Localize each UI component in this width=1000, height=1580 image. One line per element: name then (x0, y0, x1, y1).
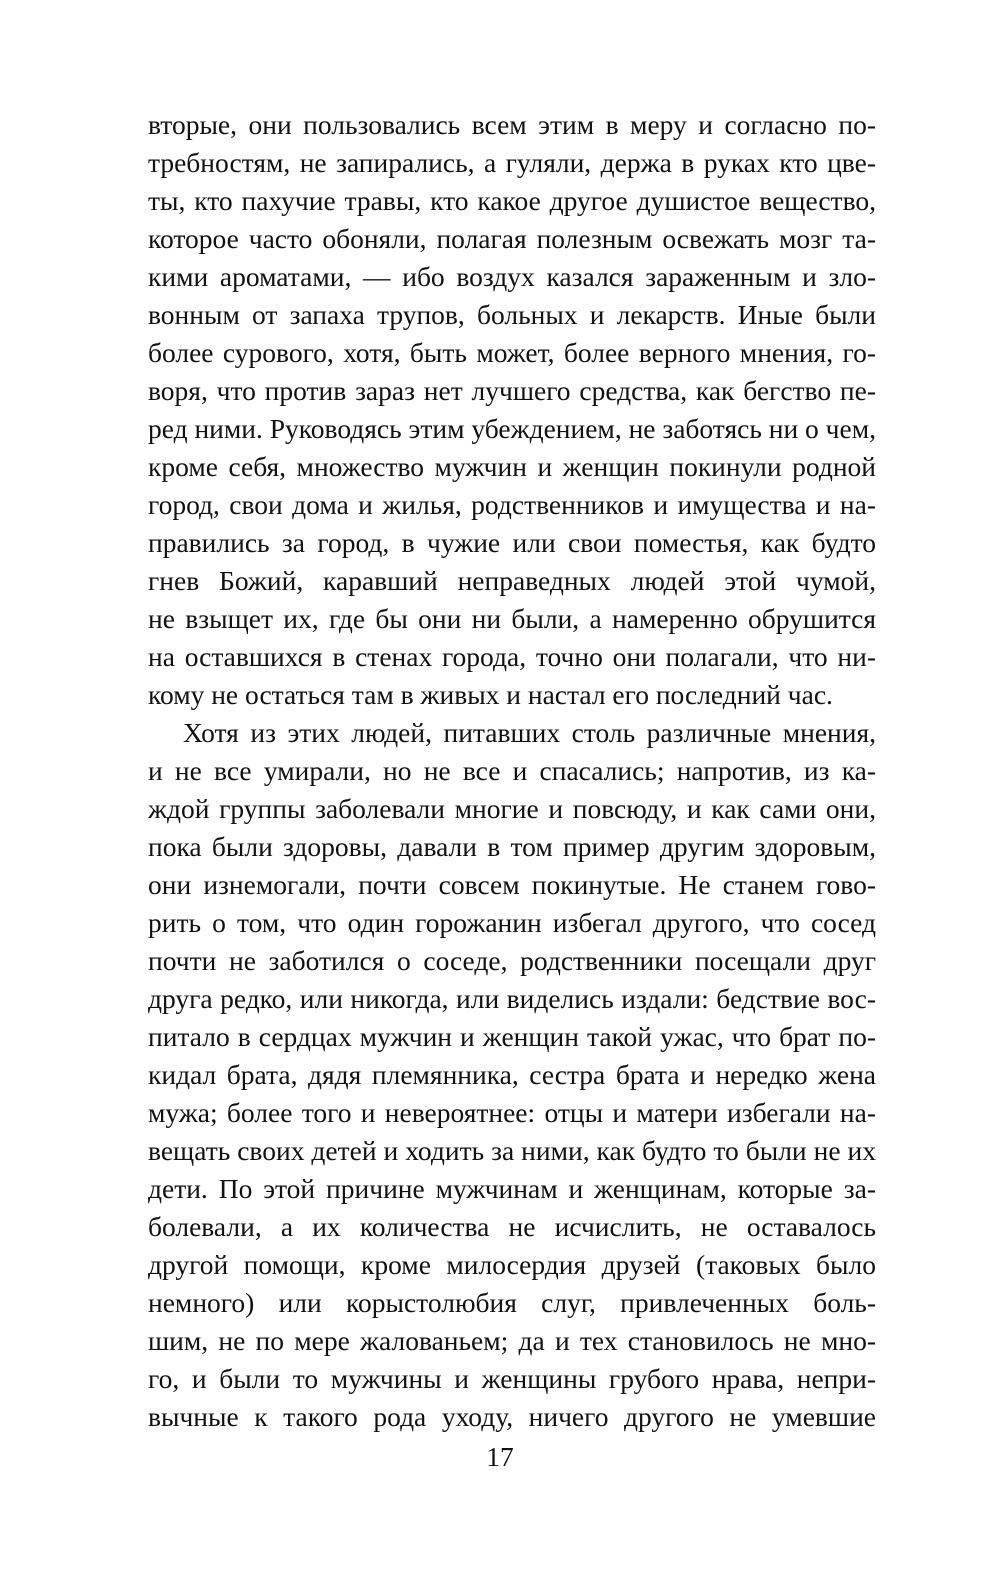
text-line: не взыщет их, где бы они ни были, а намеренно обрушится (148, 603, 876, 634)
text-line: гнев Божий, каравший неправедных людей этой чумой, (148, 565, 876, 596)
text-line: почти не заботился о соседе, родственники посещали друг (148, 945, 876, 976)
text-line: ждой группы заболевали многие и повсюду, и как сами они, (148, 793, 876, 824)
text-line: шим, не по мере жалованьем; да и тех становилось не мно- (148, 1325, 876, 1356)
text-line: ты, кто пахучие травы, кто какое другое душистое вещество, (148, 185, 876, 216)
text-line: пока были здоровы, давали в том пример другим здоровым, (148, 831, 876, 862)
text-line: кидал брата, дядя племянника, сестра брата и нередко жена (148, 1059, 876, 1090)
text-line: кроме себя, множество мужчин и женщин покинули родной (148, 451, 876, 482)
text-line: дети. По этой причине мужчинам и женщинам, которые за- (148, 1173, 876, 1204)
text-line: вонным от запаха трупов, больных и лекарств. Иные были (148, 299, 876, 330)
paragraph-first-line: Хотя из этих людей, питавших столь различные мнения, (183, 717, 876, 748)
text-line: ред ними. Руководясь этим убеждением, не заботясь ни о чем, (148, 413, 876, 444)
text-line: воря, что против зараз нет лучшего средства, как бегство пе- (148, 375, 876, 406)
paragraph-end-line: кому не остаться там в живых и настал его последний час. (148, 679, 833, 710)
text-line: на оставшихся в стенах города, точно они полагали, что ни- (148, 641, 876, 672)
text-line: рить о том, что один горожанин избегал другого, что сосед (148, 907, 876, 938)
text-line: которое часто обоняли, полагая полезным освежать мозг та- (148, 223, 876, 254)
text-line: вторые, они пользовались всем этим в меру и согласно по- (148, 109, 876, 140)
page-number: 17 (486, 1441, 514, 1472)
text-line: вещать своих детей и ходить за ними, как будто то были не их (148, 1135, 876, 1166)
text-line: немного) или корыстолюбия слуг, привлеченных боль- (148, 1287, 876, 1318)
text-line: правились за город, в чужие или свои поместья, как будто (148, 527, 876, 558)
text-line: вычные к такого рода уходу, ничего другого не умевшие (148, 1401, 876, 1432)
text-line: питало в сердцах мужчин и женщин такой ужас, что брат по- (148, 1021, 876, 1052)
text-line: мужа; более того и невероятнее: отцы и матери избегали на- (148, 1097, 876, 1128)
text-line: город, свои дома и жилья, родственников и имущества и на- (148, 489, 876, 520)
text-line: требностям, не запирались, а гуляли, держа в руках кто цве- (148, 147, 876, 178)
text-line: го, и были то мужчины и женщины грубого нрава, непри- (148, 1363, 876, 1394)
text-line: и не все умирали, но не все и спасались; напротив, из ка- (148, 755, 876, 786)
text-line: более сурового, хотя, быть может, более верного мнения, го- (148, 337, 876, 368)
text-line: болевали, а их количества не исчислить, не оставалось (148, 1211, 876, 1242)
text-line: кими ароматами, — ибо воздух казался зараженным и зло- (148, 261, 876, 292)
text-line: они изнемогали, почти совсем покинутые. Не станем гово- (148, 869, 876, 900)
text-line: друга редко, или никогда, или виделись издали: бедствие вос- (148, 983, 876, 1014)
text-line: другой помощи, кроме милосердия друзей (таковых было (148, 1249, 876, 1280)
